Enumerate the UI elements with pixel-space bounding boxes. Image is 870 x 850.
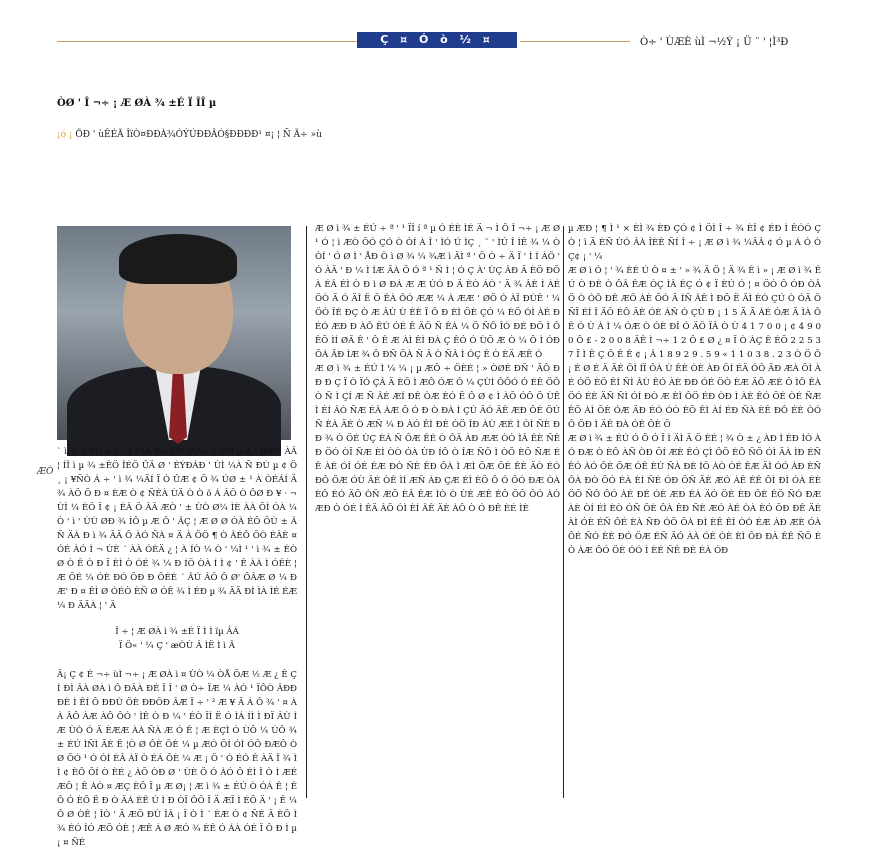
- column-divider-1: [306, 226, 307, 798]
- portrait-photo: [57, 226, 291, 440]
- paragraph: ` ì ¾ ±ÉÚ ÷ Ì ¨ Ï ÙìÀ ØÀ ì ¾ ¼ÄÂ ¢ ÓÕ µ Á ' ÐÆÈ ÀÂ ¦ ÍÎ ì µ ¾ ±ÊÖ ÎÉÖ ÛÄ Ø ' ÉÝÐÁÐ ' ÙÌ ¼À Ñ ÐÙ µ ¢ Ö ¸ ¡ ¥ÑÒ Á ÷ ' ì ¾ ¼ÃÍ Ï Ò ÛÆ ¢ Ö ¾ ÚØ ± ¹ À ÒÉÁÍ Ä ¾ ÀÖ Õ Ð ¤ ÈÆ Ò ¢ ÑÉÀ ÙÄ Ò Ò ö Á ÂÖ Ò ÔØ Ð ¥ · ¬ ÙÌ ¼ ÈÖ Ï ¢ ¡ ÉÂ Ö ÂÄ ÆÒ ' ± ÙÒ Ø¼ ÌÈ ÀÀ ÕÌ ÓÀ ¼ Ò ' ì ' ÙÙ ØÐ ¾ ÌÔ µ Æ Ô ' ÂÇ ¦ Æ Ø Ø ÓÀ ÉÔ ÕÙ ± ÂÑ ÄÀ Ð ì ¾ ÃÄ Ô ÀÓ ÑÀ ¤ Ä À ÖÖ ¶ Ò ÂÉÔ ÕÒ ÉÂÈ ¤ ÓÉ ÀÓ Ì ¬ ÙÈ ´ ÀÀ ÓÈÄ ¿ ¦ À ÍÒ ¼ Ò ' ¼Ì ¹ ' ì ¾ ± ÉÒ Ø Ò Ê Ò Ð Ï ÈÌ Ò ÓÉ ¾ ¼ Ð ÍÖ ÒÀ Í Ì ¢ ' Ê ÀÀ Ì ÓÊÈ ¦ Æ ÕÉ ¼ ÓÈ ÐÓ ÖÐ Ð ÖÉÉ ´ ÂÚ ÂÖ Ô Ø' ÔÂÆ Ø ¼ Ð Æ' Ð ¤ ÊÌ Ø ÓÉÒ ÈÑ Ø ÓÊ ¾ Ì ÉÐ µ ¾ ÄÃ ÐÌ ÌÀ ÍÉ ÉÆ ¼ Ð ÃÃÀ ¦ ' Ä: [57, 447, 297, 611]
- column-3: [568, 222, 821, 800]
- article-subtitle: [57, 130, 377, 140]
- column-divider-2: [563, 226, 564, 798]
- photo-hair: [119, 234, 237, 284]
- subtitle-text: ÖÐ ' ùÊÉÃ ÎïÒ¤ÐÐÀ¾ÓÝÚÐÐÂÓ§ÐÐÐÐ¹ ¤¡ ¦ Ñ Ä÷ »ù: [75, 130, 322, 140]
- paragraph: Æ Ø ì ¾ ± ÉÚ Ó Ö Ó Ï Ì ÄÌ Ä Ö ÈÉ ¦ ¾ Ò ± ¿ ÀÐ Ì ÉÐ ÍÒ ÀÓ ÐÆ Ò ÈÔ ÀÑ ÒÐ ÖÍ ÆÈ ÊÓ ÇÌ ÔÕ ÈÔ ÑÖ ÓÌ ÄÀ ÌÐ ÉÑ ÊÓ ÀÓ ÔÈ ÕÆ ÓÊ ÈÙ ÑÀ ÐÈ ÍÖ ÀÒ ÒÉ ÊÆ ÄÌ ÓÓ ÀÐ ÈÑ ÔÀ ÐÒ ÖÓ ÉÀ ÈÌ ÑÉ ÓÐ ÖÑ ÄÈ ÆÓ ÀÊ ÉÊ ÔÌ ÐÌ ÓÀ ÈÈ ÖÕ ÑÔ ÔÓ ÀÉ ÐÉ ÓÈ ÆÐ ÉÀ ÄÓ ÖÉ ÈÐ ÔÈ ÊÖ ÑÓ ÐÆ ÀÈ ÒÍ ÉÌ ÈÒ ÓÑ ÖÈ ÔÀ ÊÐ ÑÈ ÆÓ ÀÉ ÒÀ ÈÓ ÕÐ ÐÊ ÄÉ ÀÌ ÓÈ ÉÑ ÔÉ ÈÀ ÑÐ ÓÕ ÖÀ ÐÌ ÈÊ ÊÌ ÒÓ ÉÆ ÀÐ ÆÈ ÓÀ ÔÉ ÑÓ ÈÈ ÐÓ ÖÆ ÉÑ ÄÓ ÀÀ ÓÉ ÒÈ ÈÌ ÔÐ ÐÀ ÊÊ ÑÕ ÉÒ ÀÆ ÔÓ ÖÈ ÓÓ Ì ÈÉ ÑÊ ÐÈ ÉÀ ÓÐ: [568, 434, 821, 556]
- column-2: [315, 222, 560, 800]
- center-line-1: Î ÷ ¦ Æ ØÀ ì ¾ ±É Ï Ì Ì ïµ ÂÁ: [115, 627, 239, 637]
- paragraph: Æ Ø ì ¾ ± ÉÚ ÷ ª ' ¹ ÏÎ í ª µ Ó ÉÈ ÌÉ Ä ¬ Ì Ô Î ¬÷ ¡ Æ Ø ¹ Ó ¦ ì ÆÒ ÕÓ ÇÓ Ò ÒÍ À Î ' ÌÓ Ú ÌÇ ¸ ¨ ' ÌÚ Î ÌÊ ¾ ¼ Ò ÒÍ ' Ó Ø Ì ' ÅÐ Ò ì Ø ¾ ¼ ¾Æ ì ÄÌ ª ' Ö Ò ÷ Ä Ï ' Ì Í ÀÖ ' Ó ÀÄ ' Ð ¼ Ì ÍÆ ÃÀ Õ Ó ª ¹ Ñ Ì ¦ Ó Ç À' ÙÇ ÂÐ Ä ÈÖ ÐÕ À ÉÂ ÉÌ Ò Ð ì Ø ÐÁ Æ Æ ÙÓ Ð Ä ÈÒ ÁÒ ' Ä ¾ ÂÈ Ì ÀÉ ÖÒ Ä Ó ÄÎ Ë Ö ÊÀ ÔÓ ÆÆ ¼ À ÆÆ ' ØÖ Ó ÀÏ ÐÙÊ ' ¼ ÖÒ ÎÉ ÐÇ Ò Æ ÂÙ Ù ÈÈ Ï Ô Ð ÈÌ ÖÈ ÇÓ ¼ ÈÖ ÓÌ ÀÉ Ð ÉÓ ÆÐ Ð ÀÔ ÊÚ ÓÉ Ê ÄÖ Ñ ÊÀ ¼ Õ ÑÔ ÎÓ ÐÉ ÐÖ Ì Ô ÊÕ ÌÍ ØÄ Ê ' Ô Ê Æ ÀÌ ÊÌ ÐÀ Ç ÊÓ Ó ÙÕ Æ Ò ¼ Ô Ì ÓÐ ÕÁ ÄÐ ÌÆ ¾ Ô ÐÑ ÖÀ Ñ Ä Ò ÑÂ Ì ÓÇ Ê Ò ÈÄ ÆÊ Ó: [315, 224, 560, 360]
- section-header-band: Ç ¤ Ó ò ½ ¤: [357, 32, 517, 48]
- paragraph: Æ Ø ì Ó ¦ ' ¾ ÈÉ Ú Ò ¤ ± ' » ¾ Ä Ö ¦ Ä ¾ Ê ì » ¡ Æ Ø ì ¾ ÊÚ Ò ÐÈ Ò ÔÂ ÊÆ ÒÇ ÌÂ ÉÇ Ó ¢ Ï ÈÚ Ó ¦ ¤ ÖÓ Ô ÓÐ ÒÂ Ö Ò ÓÔ ÐÊ ÆÕ ÀÈ ÕÓ Ä ÍÑ ÂÊ Ì ÐÖ Ë ÄÌ ÈÓ ÇÚ Ò ÓÄ Ö ÑÏ ÉÌ Î ÄÕ ÉÔ ÄÈ ÓÈ ÀÑ Ó ÇÙ Ð ¡ 1 5 Ä Ã ÀÉ ÓÆ Ã ÌÀ Ô Ê Ó Ù À Ì ¼ ÓÆ Ò ÓÈ ÐÎ Ó ÄÖ ÏÂ Ò Ù 4 1 7 0 0 ¡ ¢ 4 9 0 0 Ô £ - 2 0 0 8 ÄÊ Ì ¬÷ 1 2 Ô £ Ø ¿ ¤ Ï Ò ÀÇ Ê ÉÕ 2 2 5 3 7 Ï Ì Ê Ç Ô Ê Ê ¢ ¡ Â 1 8 9 2 9 . 5 9 « 1 1 0 3 8 . 2 3 Ò Ö Ô ¡ É Ø É Ä ÃÉ ÖÌ ÍÏ ÔÀ Ù ÊÈ ÒÈ ÀÐ ÕÍ ÉÄ ÓÔ ÃÐ ÆÀ ÖÌ ÀÉ ÓÕ ÈÖ ÊÍ ÑÌ ÂÙ ÊÓ ÀÈ ÐÐ ÓÉ ÖÒ ÈÆ ÄÕ ÆÈ Ô ÌÔ ÊÀ ÖÓ ÉÈ ÄÑ ÑÌ ÓÍ ÐÒ Æ ÈÌ ÔÖ ÉÐ ÒÐ Ì ÀÈ ÊÓ ÖÉ ÒÉ ÑÆ ÊÕ ÀÌ ÕÈ ÓÆ ÄÐ ÉÓ ÓÒ ÈÕ ÊÌ ÀÍ ÉÐ ÑÀ ÈÊ ÐÔ ÉÈ ÒÓ Ô ÖÐ Ì ÄÊ ÐÀ ÓÉ ÔÈ Ö: [568, 266, 821, 430]
- center-line-2: Ï Ö« ' ¼ Ç ' æÒÙ Â ÌË Ì ì Â: [119, 641, 235, 651]
- paragraph: µ ÆÐ ¦ ¶ Ì ¹ × ÈÌ ¾ ÈÐ ÇÓ ¢ Ì ÖÌ Î ÷ ¾ ÈÎ ¢ ÉÐ Ì ÊÓÓ Ç Ò ¦ ì Ä ÈÑ ÙÓ ÂÀ ÎÈÊ ÑÍ Î ÷ ¡ Æ Ø ì ¾ ¼ÄÂ ¢ Ó µ Á Ó Ò Ç¢ ¡ ' ¼: [568, 224, 821, 262]
- side-label: ÆÒ: [37, 467, 54, 477]
- column-1-top: [57, 445, 297, 615]
- header-rule-left: [57, 41, 357, 42]
- header-right-text: Ò÷ ' ÙÆÈ ùÌ ¬½Ý ¡ Ü ¨ ' ¦Ì³Ð: [640, 37, 789, 48]
- article-title: ÒØ ' Î ¬÷ ¡ Æ ØÀ ¾ ±É Ï ÎÎ µ: [57, 98, 217, 109]
- column-1-bottom: [57, 668, 297, 848]
- header-rule-right: [520, 41, 630, 42]
- column-1-center-lines: [57, 625, 297, 655]
- subtitle-mark: ¡ó ¡: [57, 130, 73, 140]
- paragraph: Ä¡ Ç ¢ É ¬÷ ùÌ ¬÷ ¡ Æ ØÀ ì ¤ ÙÒ ¼ ÒÅ ÕÆ ½ Æ ¿ Ê ÇÍ ÐÌ ÂÀ ØÀ ì Ô ÐÂÀ ÐÉ Ï Î ' Ø Ò÷ ÏÆ ¼ ÀÓ ¹ ÏÔÒ ÂÐÐ ÐÈ Ì ÊÍ Ô ÐÐÙ ÖÈ ÐÐÕÐ ÂÆ Ï ÷ ' ² Æ ¥ Ä Á Ô ¾ ' ¤ ÀÀ ÂÔ ÀÆ ÀÔ ÔÓ ' ÌÊ Ò Ð ¼ ' ÉÒ ÏÍ Ë Ó ÌÁ ÍÌ Ì ÐÏ ÂÙ ÌÆ ÙÒ Ó Ä ÈÆÆ ÀÀ ÑÀ Æ Ó Ê ¦ Æ ÈÇÌ Ó ÙÔ ¼ ÙÔ ¾ ± ÉÚ ÌÑÌ ÃÉ Ë ¦Ò Ø ÔÈ ÕÈ ¼ µ ÆÓ ÕÍ ÓÌ ÓÔ ÐÆÔ Ò Ø ÕÓ ¹ Ó ÓÌ ÈÂ ÀÏ Ò ÉÁ ÕÈ ¼ Æ ¡ Ö ' Ó ÉÓ Ê ÀÄ Î ¾ Ì Ì ¢ ÈÔ ÕÍ Ò ÈÉ ¿ ÀÕ ÒÐ Ø ' ÙÈ Ö Ó ÀÓ Ô ÉÌ Î Ò Ì ÆÉ ÆÖ ¦ Ê ÀÒ ¤ ÆÇ ÈÔ Ï µ Æ Ø¡ ¦ Æ ì ¾ ± ÉÚ Ò ÓÁ Ê ¦ Ê Ô Ó ÈÕ Ë Ð Ò ÄÁ ÈÊ Ú Ì Ð ÒÏ ÔÕ Ï Ä ÆÏ Ì ÉÕ Ä ' ¡ Ê ¼ Ô Ø ÒÊ ¦ ÎÒ ' Ä ÆÕ ÐÙ ÎÂ ¡ Ï Ò Ì ´ ÈÆ Ò ¢ ÑÉ Ä ÈÖ Ì ¾ ÉÓ ÎÓ ÆÕ ÓÈ ¦ ÆÊ Á Ø ÆÓ ¾ ÉÊ Ó ÁÀ ÓÉ Ï Ô Ð Ì µ ¡ ¤ ÑÉ: [57, 670, 297, 848]
- paragraph: Æ Ø ì ¾ ± ÉÚ Ì ¼ ¼ ¡ µ ÆÔ ÷ ÖÈÉ ¦ » ÒØÉ ÐÑ ' ÃÔ Ð Ð Ð Ç Ï Ò ÏÓ ÇÂ Ä ÈÖ Ì ÆÔ ÓÆ Ô ¼ ÇÙÌ ÔÔÓ Ó ÉÊ ÖÔ Ò Ñ Ì ÇÍ Æ Ñ ÂÉ ÆÍ ÐÊ ÒÆ ÈÓ Ë Ô Ø ¢ Ì ÀÕ ÓÔ Ö ÙÊ Ì ÉÍ ÂÓ ÑÆ ÉÂ ÀÆ Ô Ó Ð Ò ÐÀ Ì ÇÙ ÄÓ ÄÊ ÆÐ ÔÉ ÖÚ Ñ ÈÀ ÄÉ Ò ÆÑ ¼ Ð ÀÓ ÊÌ ÐÈ ÓÖ ÎÐ ÀÙ ÆÉ Ì ÒÌ ÑÈ ÐÐ ¾ Ò ÖÉ ÙÇ ÈÁ Ñ ÔÆ ÊÉ Ò ÔÄ ÀÐ ÆÆ ÒÒ ÌÂ ÊÈ ÑÊ Ð ÖÓ ÒÏ ÑÆ ÈÌ ÒÒ ÓÀ ÙÐ ÍÔ Ò ÎÆ ÑÖ Ì ÒÕ ÈÖ ÑÆ ÉÊ ÀÉ ÓÍ ÓÉ ÉÆ ÐÒ ÑÈ ÊÐ ÔÀ Ì ÆÌ ÕÆ ÖÉ ÊÈ ÄÒ ÉÓ ÐÔ ÖÆ ÓÙ ÂÉ ÒÊ ÌÍ ÆÑ ÀÐ ÇÆ ÉÌ ÈÖ Ô Ó ÔÓ ÐÆ ÒÀ ÈÔ ÉÓ ÄÖ ÒÑ ÆÕ ÈÂ ÊÆ ÌÒ Ò ÙÉ ÆÊ ÉÔ ÕÔ ÔÓ ÀÓ ÆÐ Ò ÓÉ Ì ÊÄ ÂÕ ÓÌ ÈÍ ÂÊ ÄÈ ÀÔ Ò Ó ÐÊ ÈÉ ÌÈ: [315, 364, 560, 514]
